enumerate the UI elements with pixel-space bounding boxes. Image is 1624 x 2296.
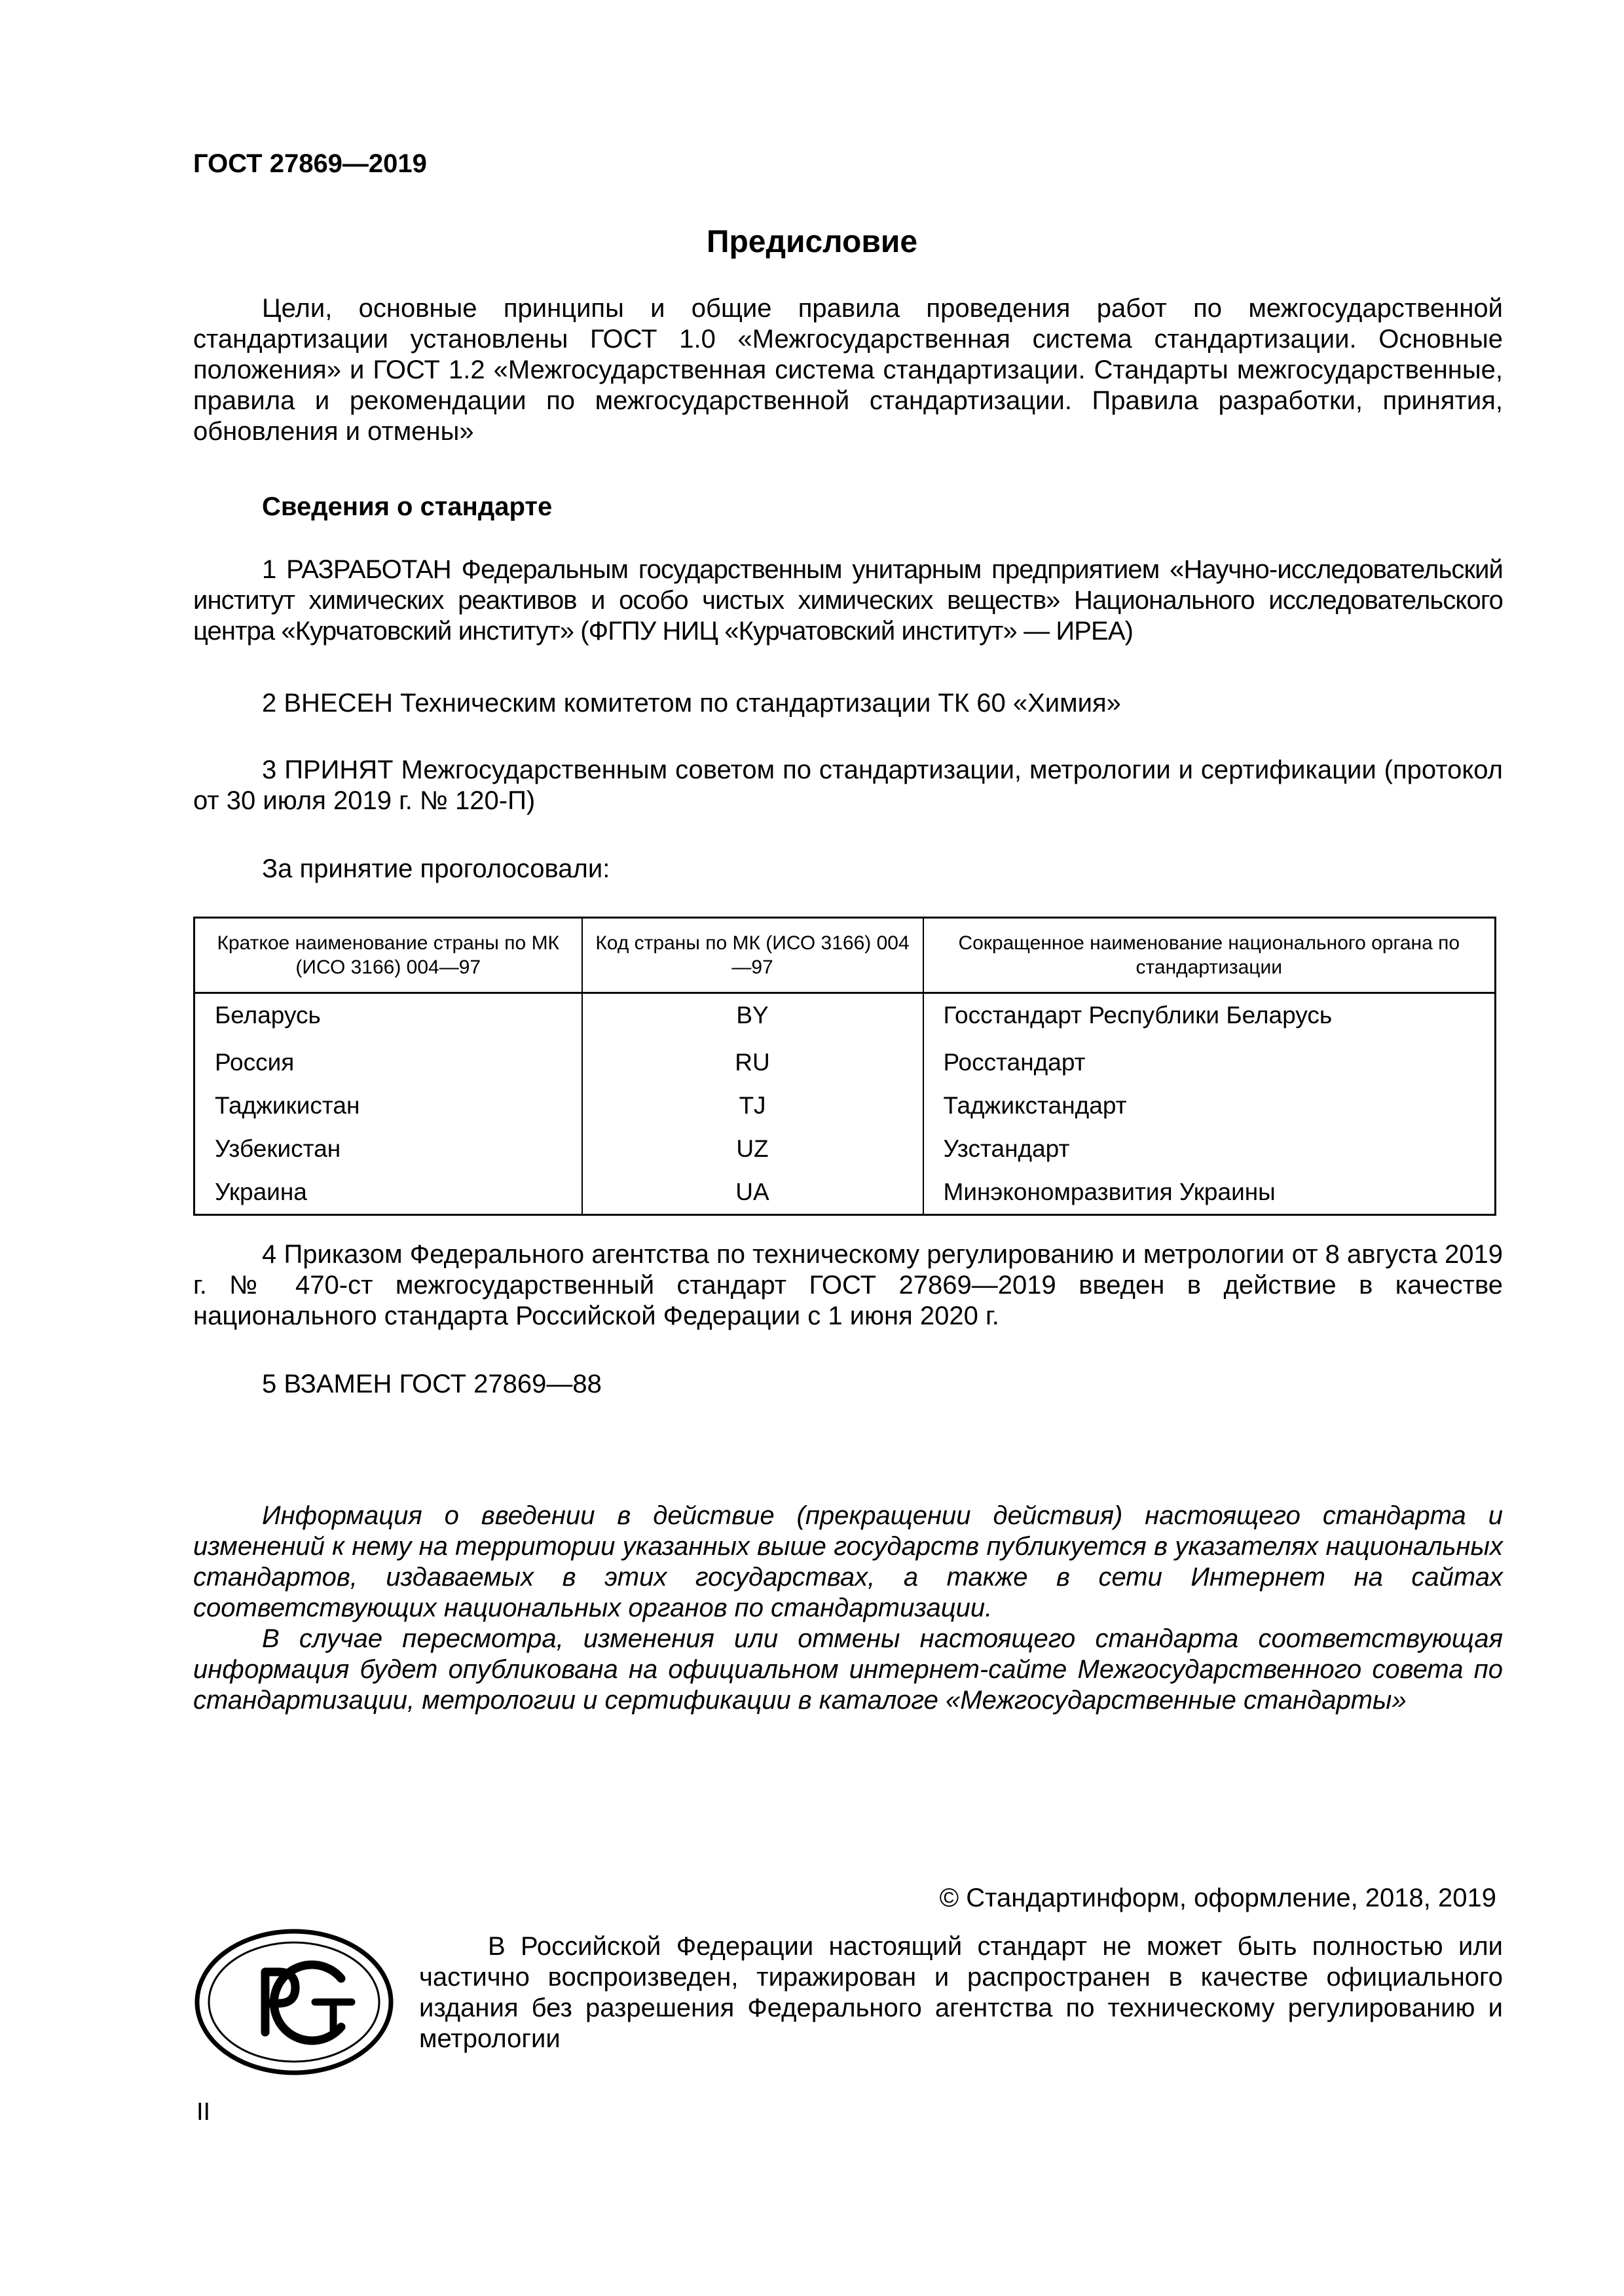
notice-paragraph-2: В случае пересмотра, изменения или отмены настоящего стандарта соответствующая информация будет опубликована на официальном интернет-сайте Межгосударственного совета по стандартизации, метрологии и сертификации в каталоге «Межгосударственные стандарты»: [193, 1624, 1503, 1715]
notice-paragraph-1: Информация о введении в действие (прекращении действия) настоящего стандарта и изменений к нему на территории указанных выше государств публикуется в указателях национальных стандартов, издаваемых в этих государствах, а также в сети Интернет на сайтах соответствующих национальных органов по стандартизации.: [193, 1501, 1503, 1622]
country-code: RU: [582, 1037, 923, 1084]
table-row: [194, 1037, 1496, 1084]
item-replaces: 5 ВЗАМЕН ГОСТ 27869—88: [262, 1370, 602, 1398]
table-header-code: Код страны по МК (ИСО 3166) 004—97: [582, 918, 923, 993]
section-subheading: Сведения о стандарте: [262, 492, 553, 521]
country-code: UA: [582, 1171, 923, 1215]
copyright-line: © Стандартинформ, оформление, 2018, 2019: [939, 1884, 1496, 1912]
member-states-table: [193, 917, 1496, 1216]
standards-body: Минэкономразвития Украины: [943, 1178, 1276, 1205]
item-developed: 1 РАЗРАБОТАН Федеральным государственным унитарным предприятием «Научно-исследовательский институт химических реактивов и особо чистых химических веществ» Национального исследовательского центра «Курчатовский институт» (ФГПУ НИЦ «Курчатовский институт» — ИРЕА): [193, 555, 1503, 646]
item-introduced: 2 ВНЕСЕН Техническим комитетом по стандартизации ТК 60 «Химия»: [262, 689, 1121, 718]
country-code: UZ: [582, 1127, 923, 1171]
country-name: Россия: [194, 1037, 582, 1084]
voted-label: За принятие проголосовали:: [262, 854, 610, 883]
country-name: Узбекистан: [194, 1127, 582, 1171]
table-header-body: Сокращенное наименование национального органа по стандартизации: [923, 918, 1496, 993]
intro-paragraph: Цели, основные принципы и общие правила проведения работ по межгосударственной стандартизации установлены ГОСТ 1.0 «Межгосударственная система стандартизации. Основные положения» и ГОСТ 1.2 «Межгосударственная система стандартизации. Стандарты межгосударственные, правила и рекомендации по межгосударственной стандартизации. Правила разработки, принятия, обновления и отмены»: [193, 294, 1503, 446]
table-row: [194, 1171, 1496, 1215]
country-name: Беларусь: [194, 993, 582, 1038]
table-row: [194, 1127, 1496, 1171]
page-number: II: [196, 2098, 211, 2126]
table-row: [194, 1084, 1496, 1127]
standards-body: Госстандарт Республики Беларусь: [943, 1002, 1333, 1029]
standards-body: Росстандарт: [943, 1049, 1086, 1076]
legal-notice: В Российской Федерации настоящий стандарт не может быть полностью или частично воспроизведен, тиражирован и распространен в качестве официального издания без разрешения Федерального агентства по техническому регулированию и метрологии: [419, 1932, 1503, 2053]
item-adopted: 3 ПРИНЯТ Межгосударственным советом по стандартизации, метрологии и сертификации (протокол от 30 июля 2019 г. № 120-П): [193, 756, 1503, 815]
page-title: Предисловие: [706, 225, 918, 259]
country-code: BY: [582, 993, 923, 1038]
rst-certification-mark-icon: [192, 1925, 396, 2079]
item-order: 4 Приказом Федерального агентства по техническому регулированию и метрологии от 8 августа 2019 г. № 470-ст межгосударственный стандарт ГОСТ 27869—2019 введен в действие в качестве национального стандарта Российской Федерации с 1 июня 2020 г.: [193, 1240, 1503, 1330]
standards-body: Таджикстандарт: [943, 1092, 1127, 1119]
country-name: Украина: [194, 1171, 582, 1215]
table-row: [194, 993, 1496, 1038]
standards-body: Узстандарт: [943, 1135, 1070, 1162]
table-header-country: Краткое наименование страны по МК (ИСО 3166) 004—97: [194, 918, 582, 993]
table-header-row: [194, 918, 1496, 993]
country-name: Таджикистан: [194, 1084, 582, 1127]
document-code-header: ГОСТ 27869—2019: [193, 149, 427, 178]
country-code: TJ: [582, 1084, 923, 1127]
